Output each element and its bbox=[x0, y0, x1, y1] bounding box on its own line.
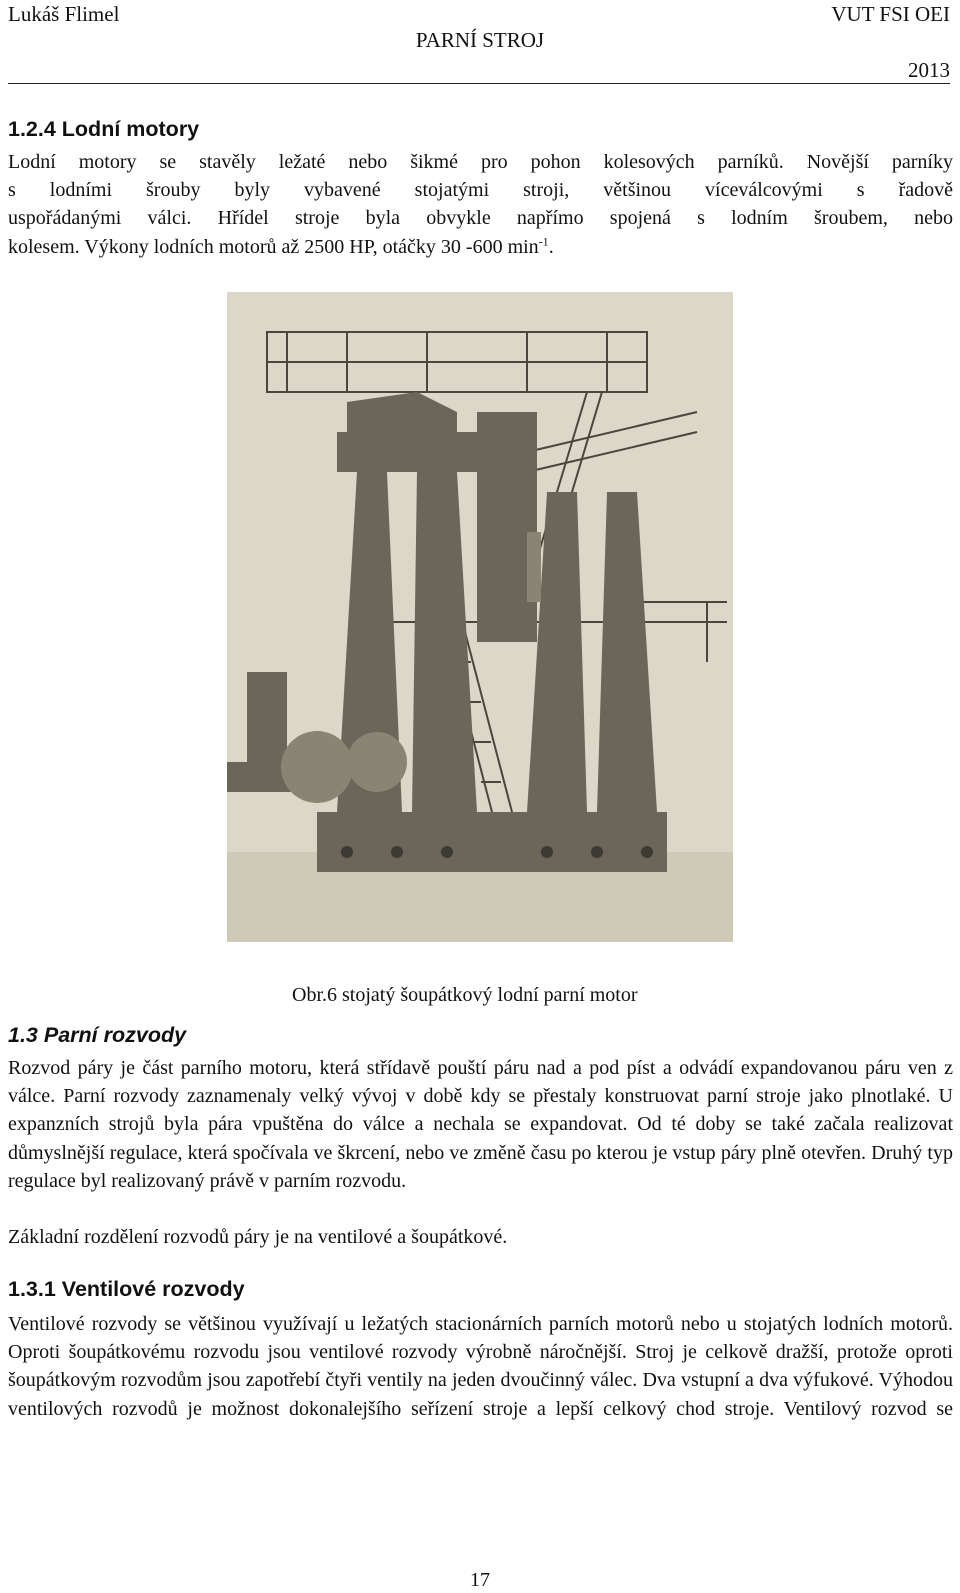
paragraph-lodni-motory bbox=[8, 148, 953, 261]
paragraph-ventilove-rozvody: Ventilové rozvody se většinou využívají u ležatých stacionárních parních motorů nebo u stojatých lodních motorů. Oproti šoupátkovému rozvodu jsou ventilové rozvody výrobně náročnější. Stroj je celkově dražší, protože oproti šoupátkovým rozvodům jsou zapotřebí čtyři ventily na jeden dvoučinný válec. Dva vstupní a dva výfukové. Výhodou ventilových rozvodů je možnost dokonalejšího seřízení stroje a lepší celkový chod stroje. Ventilový rozvod se bbox=[8, 1313, 953, 1420]
paragraph-line bbox=[8, 233, 953, 261]
section-heading-1-3-1: 1.3.1 Ventilové rozvody bbox=[8, 1277, 245, 1301]
header-year: 2013 bbox=[908, 58, 950, 82]
header-divider bbox=[8, 83, 950, 84]
figure-caption: Obr.6 stojatý šoupátkový lodní parní motor bbox=[292, 984, 638, 1006]
steam-engine-photo bbox=[227, 292, 733, 942]
header-title: PARNÍ STROJ bbox=[415, 28, 545, 52]
paragraph-zakladni-rozdeleni: Základní rozdělení rozvodů páry je na ventilové a šoupátkové. bbox=[8, 1226, 508, 1248]
page-number: 17 bbox=[470, 1569, 490, 1591]
paragraph-line: s lodními šrouby byly vybavené stojatými stroji, většinou víceválcovými s řadově bbox=[8, 179, 953, 202]
paragraph-line: Lodní motory se stavěly ležaté nebo šikmé pro pohon kolesových parníků. Novější parníky bbox=[8, 151, 953, 173]
paragraph-text: . bbox=[548, 235, 554, 258]
section-heading-1-2-4: 1.2.4 Lodní motory bbox=[8, 117, 200, 141]
superscript: -1 bbox=[538, 233, 549, 248]
paragraph-text: kolesem. Výkony lodních motorů až 2500 HP, otáčky 30 -600 min bbox=[8, 235, 539, 258]
paragraph-line: uspořádanými válci. Hřídel stroje byla obvykle napřímo spojená s lodním šroubem, nebo bbox=[8, 207, 953, 230]
section-heading-1-3: 1.3 Parní rozvody bbox=[8, 1023, 187, 1047]
header-institution: VUT FSI OEI bbox=[831, 2, 950, 26]
header-author: Lukáš Flimel bbox=[8, 2, 120, 26]
steam-engine-illustration bbox=[227, 292, 733, 942]
paragraph-parni-rozvody: Rozvod páry je část parního motoru, která střídavě pouští páru nad a pod píst a odvádí expandovanou páru ven z válce. Parní rozvody zaznamenaly velký vývoj v době kdy se přestaly konstruovat parní stroje jako plnotlaké. U expanzních strojů byla pára vpuštěna do válce a nechala se expandovat. Od té doby se také začala realizovat důmyslnější regulace, která spočívala ve škrcení, nebo ve změně času po kterou je vstup páry plně otevřen. Druhý typ regulace byl realizovaný právě v parním rozvodu. bbox=[8, 1057, 953, 1192]
